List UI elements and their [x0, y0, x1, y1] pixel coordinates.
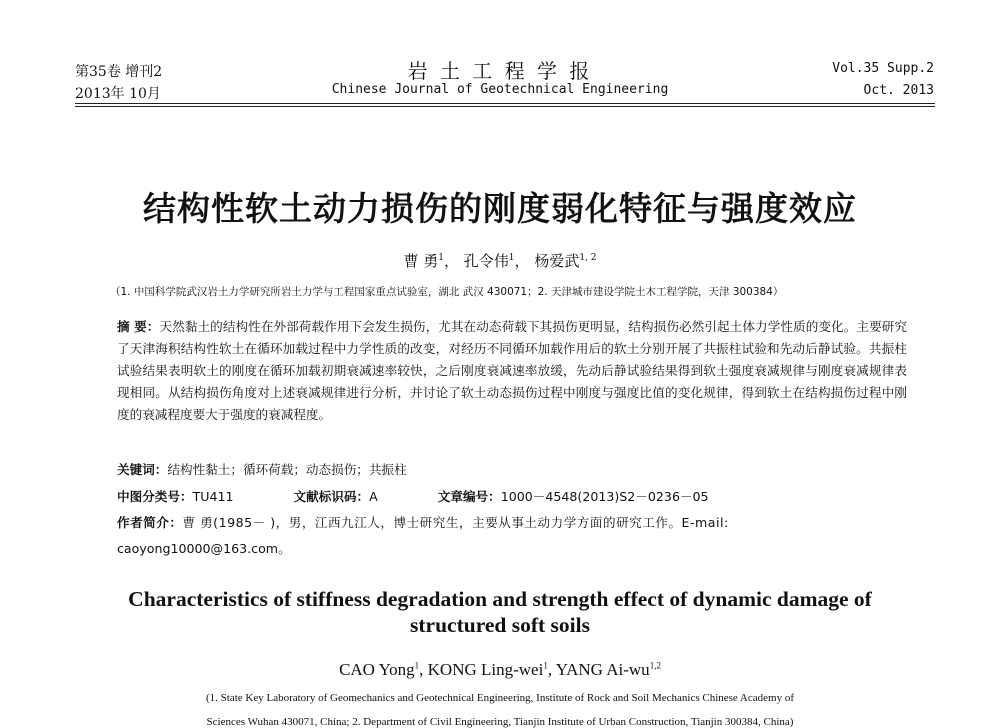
authors-en: CAO Yong$^1$, KONG Ling-wei$^1$, YANG Ai-wu$^{1,2}$	[339, 660, 661, 679]
bio-label: 作者简介：	[117, 515, 183, 530]
author-en-1: CAO Yong	[339, 660, 415, 679]
author-en-3: YANG Ai-wu	[555, 660, 650, 679]
author-cn-2: 孔令伟	[463, 252, 509, 270]
header-volume-cn: 第35卷 增刊2	[75, 64, 163, 80]
author-cn-3: 杨爱武	[534, 252, 580, 270]
author-en-2-sup: 1	[543, 660, 548, 671]
paper-title-en-line2: structured soft soils	[410, 613, 590, 637]
affiliation-en-line1: (1. State Key Laboratory of Geomechanics and Geotechnical Engineering, Institute of Rock and Soil Mechanics Chinese Academy of	[205, 692, 794, 704]
header-journal-cn: 岩 土 工 程 学 报	[407, 59, 593, 83]
author-cn-1: 曹 勇	[403, 252, 439, 270]
affiliation-cn: （1. 中国科学院武汉岩土力学研究所岩土力学与工程国家重点试验室，湖北 武汉 430071；2. 天津城市建设学院土木工程学院，天津 300384）	[110, 286, 784, 298]
affiliation-en-line2: Sciences Wuhan 430071, China; 2. Department of Civil Engineering, Tianjin Institute of Urban Construction, Tianjin 300384, China)	[206, 716, 794, 728]
article-no-label: 文章编号：	[437, 489, 501, 504]
abstract-text: 天然黏土的结构性在外部荷载作用下会发生损伤，尤其在动态荷载下其损伤更明显，结构损伤必然引起土体力学性质的变化。主要研究了天津海积结构性软土在循环加载过程中力学性质的改变，对经历不同循环加载作用后的软土分别开展了共振柱试验和先动后静试验。共振柱试验结果表明软土的刚度在循环加载初期衰减速率较快，之后刚度衰减速率放缓，先动后静试验结果得到软土强度衰减规律与刚度衰减规律表现相同。从结构损伤角度对上述衰减规律进行分析，并讨论了软土动态损伤过程中刚度与强度比值的变化规律，得到软土在结构损伤过程中刚度的衰减程度要大于强度的衰减程度。	[117, 319, 908, 422]
author-en-2: KONG Ling-wei	[427, 660, 544, 679]
header-rule-top	[75, 103, 935, 104]
paper-title-cn: 结构性软土动力损伤的刚度弱化特征与强度效应	[143, 189, 857, 228]
paper-title-en	[0, 586, 1000, 638]
author-cn-2-sup: 1	[508, 253, 515, 263]
author-en-1-sup: 1	[414, 660, 420, 671]
doc-code-value: A	[369, 489, 378, 504]
authors-cn: 曹 勇$^1$， 孔令伟$^1$， 杨爱武$^{1, 2}$	[403, 252, 597, 270]
author-email: caoyong10000@163.com。	[117, 541, 291, 556]
clc-value: TU411	[192, 489, 234, 504]
author-bio-line	[117, 512, 729, 531]
keywords-line	[117, 459, 407, 478]
paper-title-en-line1: Characteristics of stiffness degradation and strength effect of dynamic damage of	[128, 587, 872, 611]
header-date-cn: 2013年 10月	[75, 86, 161, 102]
keywords-label: 关键词：	[117, 462, 168, 477]
header-journal-en: Chinese Journal of Geotechnical Engineering	[331, 82, 669, 97]
clc-label: 中图分类号：	[117, 489, 193, 504]
keywords-text: 结构性黏土；循环荷载；动态损伤；共振柱	[167, 462, 407, 477]
classification-line	[117, 486, 709, 505]
header-rule-bottom	[75, 106, 935, 107]
article-no-value: 1000－4548(2013)S2－0236－05	[500, 489, 709, 504]
abstract-label: 摘 要：	[117, 319, 160, 334]
author-en-3-sup: 1,2	[649, 660, 661, 671]
abstract-cn	[117, 316, 907, 426]
header-volume-en: Vol.35 Supp.2	[832, 61, 934, 76]
author-cn-3-sup: 1, 2	[579, 253, 597, 263]
header-date-en: Oct. 2013	[863, 83, 934, 98]
doc-code-label: 文献标识码：	[293, 489, 370, 504]
author-cn-1-sup: 1	[438, 253, 444, 263]
bio-text: 曹 勇(1985－ )，男，江西九江人，博士研究生，主要从事土动力学方面的研究工作。E-mail:	[182, 515, 729, 530]
